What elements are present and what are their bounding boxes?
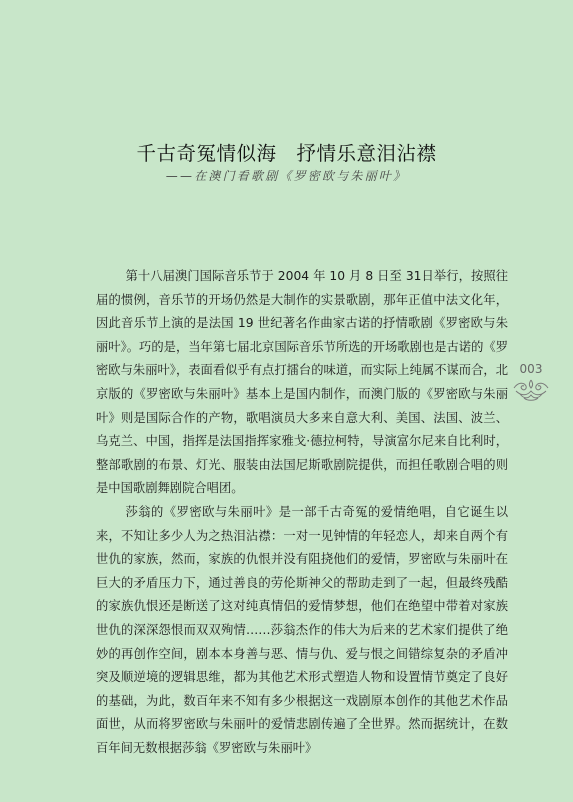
page-subtitle: ——在澳门看歌剧《罗密欧与朱丽叶》: [165, 169, 408, 183]
article-body: [96, 265, 508, 760]
page-title: 千古奇冤情似海 抒情乐意泪沾襟: [136, 142, 437, 165]
flourish-ornament-icon: [512, 374, 550, 402]
paragraph-1: 第十八届澳门国际音乐节于 2004 年 10 月 8 日至 31日举行，按照往届的惯例，音乐节的开场仍然是大制作的实景歌剧，那年正值中法文化年，因此音乐节上演的是法国 19 世纪著名作曲家古诺的抒情歌剧《罗密欧与朱丽叶》。巧的是，当年第七届北京国际音乐节所选的开场歌剧也是古诺的《罗密欧与朱丽叶》，表面看似乎有点打擂台的味道，而实际上纯属不谋而合，北京版的《罗密欧与朱丽叶》基本上是国内制作，而澳门版的《罗密欧与朱丽叶》则是国际合作的产物，歌唱演员大多来自意大利、美国、法国、波兰、乌克兰、中国，指挥是法国指挥家雅戈·德拉柯特，导演富尔尼来自比利时，整部歌剧的布景、灯光、服装由法国尼斯歌剧院提供，而担任歌剧合唱的则是中国歌剧舞剧院合唱团。: [96, 269, 508, 496]
page-number: 003: [519, 362, 543, 376]
paragraph-2: 莎翁的《罗密欧与朱丽叶》是一部千古奇冤的爱情绝唱，自它诞生以来，不知让多少人为之热泪沾襟：一对一见钟情的年轻恋人，却来自两个有世仇的家族，然而，家族的仇恨并没有阻挠他们的爱情，罗密欧与朱丽叶在巨大的矛盾压力下，通过善良的劳伦斯神父的帮助走到了一起，但最终残酷的家族仇恨还是断送了这对纯真情侣的爱情梦想，他们在绝望中带着对家族世仇的深深怨恨而双双殉情……莎翁杰作的伟大为后来的艺术家们提供了绝妙的再创作空间，剧本本身善与恶、情与仇、爱与恨之间错综复杂的矛盾冲突及顺逆境的逻辑思维，都为其他艺术形式塑造人物和设置情节奠定了良好的基础，为此，数百年来不知有多少根据这一戏剧原本创作的其他艺术作品面世，从而将罗密欧与朱丽叶的爱情悲剧传遍了全世界。然而据统计，在数百年间无数根据莎翁《罗密欧与朱丽叶》: [96, 504, 508, 755]
